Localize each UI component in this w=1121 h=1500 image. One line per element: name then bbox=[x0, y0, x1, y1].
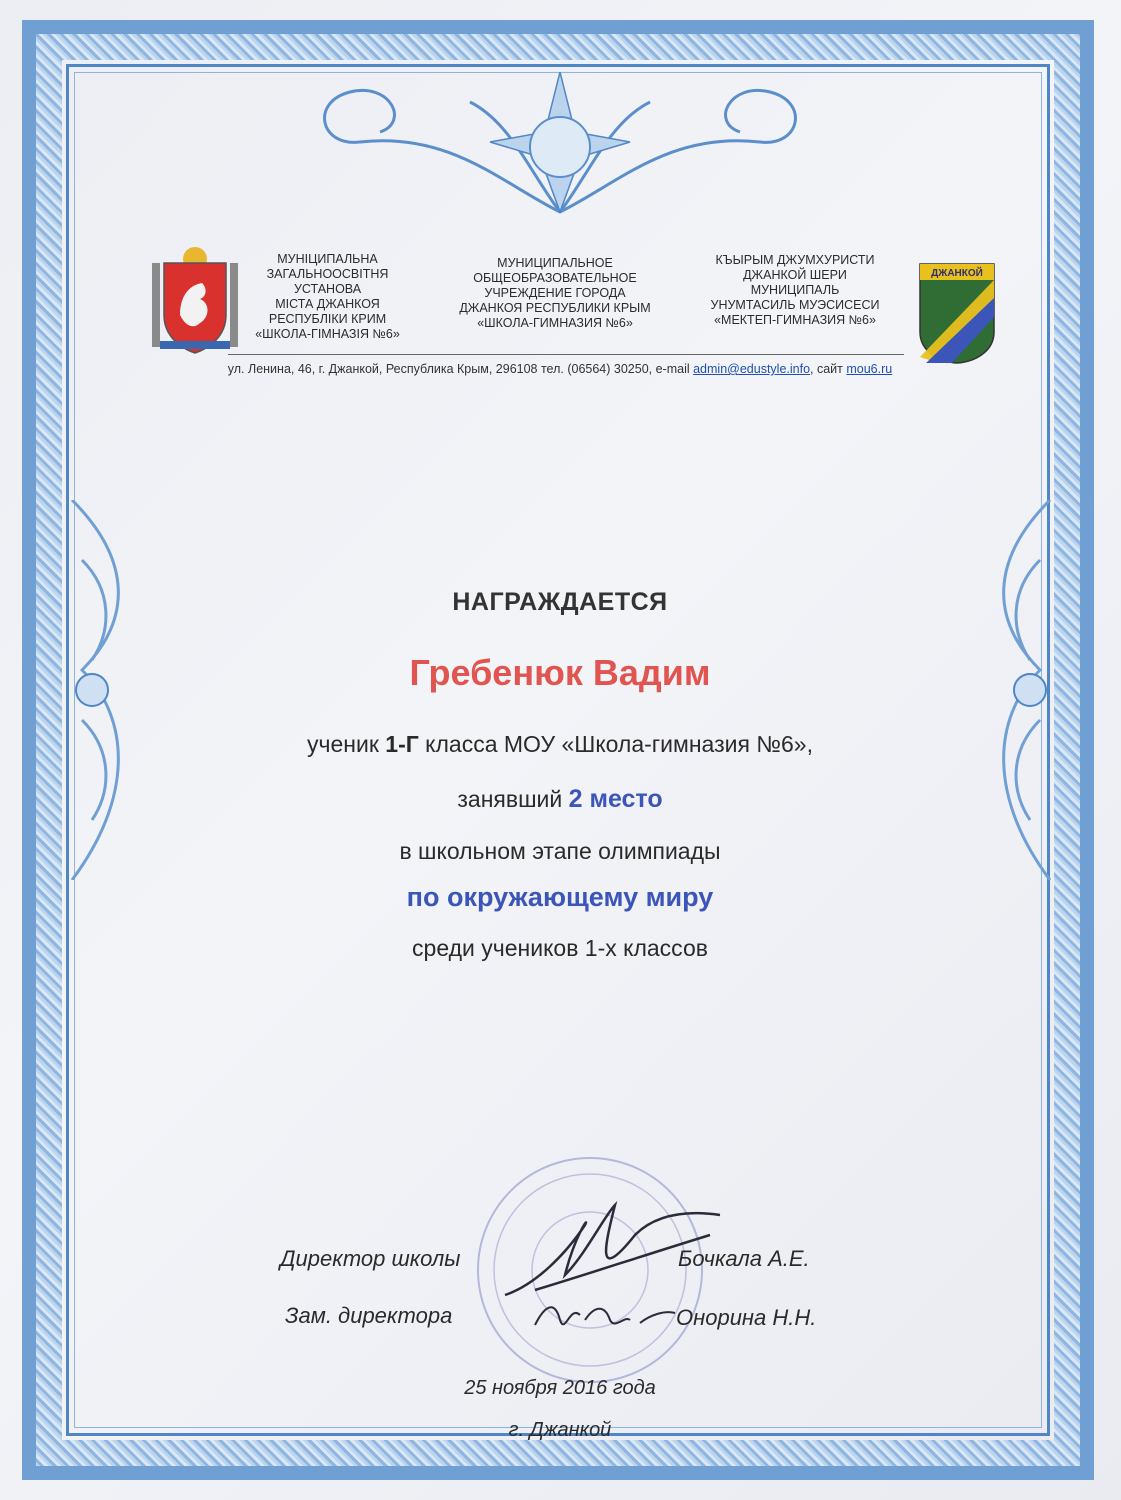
qt-line: КЪЫРЫМ ДЖУМХУРИСТИ bbox=[715, 253, 875, 267]
address-line bbox=[170, 362, 950, 376]
header-ukrainian-name bbox=[240, 252, 415, 342]
place-line bbox=[120, 785, 1000, 814]
qt-line: ДЖАНКОЙ ШЕРИ bbox=[743, 268, 847, 282]
ua-line: «ШКОЛА-ГІМНАЗІЯ №6» bbox=[255, 327, 400, 341]
email-link[interactable]: admin@edustyle.info bbox=[693, 362, 811, 376]
director-name: Бочкала А.Е. bbox=[678, 1246, 810, 1271]
ru-line: ДЖАНКОЯ РЕСПУБЛИКИ КРЫМ bbox=[459, 301, 651, 315]
subject-line: по окружающему миру bbox=[406, 882, 714, 912]
ua-line: ЗАГАЛЬНООСВІТНЯ bbox=[266, 267, 389, 281]
recipient-name: Гребенюк Вадим bbox=[409, 652, 711, 693]
awarded-heading: НАГРАЖДАЕТСЯ bbox=[452, 588, 668, 616]
ru-line: «ШКОЛА-ГИМНАЗИЯ №6» bbox=[477, 316, 633, 330]
ru-line: УЧРЕЖДЕНИЕ ГОРОДА bbox=[484, 286, 626, 300]
student-suffix: класса МОУ «Школа-гимназия №6», bbox=[418, 731, 813, 757]
among-line: среди учеников 1-х классов bbox=[412, 935, 708, 961]
site-link[interactable]: mou6.ru bbox=[846, 362, 893, 376]
header-crimean-tatar-name bbox=[690, 253, 900, 328]
director-title: Директор школы bbox=[280, 1246, 461, 1271]
address-text: ул. Ленина, 46, г. Джанкой, Республика Крым, 296108 тел. (06564) 30250, e-mail bbox=[227, 362, 694, 376]
stage-line: в школьном этапе олимпиады bbox=[399, 838, 721, 864]
site-prefix: , сайт bbox=[810, 362, 847, 376]
place-value: 2 место bbox=[568, 785, 663, 813]
top-ornament bbox=[300, 62, 820, 222]
deputy-title: Зам. директора bbox=[285, 1303, 453, 1328]
issue-date: 25 ноября 2016 года bbox=[464, 1377, 656, 1399]
deputy-signature bbox=[530, 1285, 680, 1345]
issue-city: г. Джанкой bbox=[508, 1419, 612, 1441]
qt-line: МУНИЦИПАЛЬ bbox=[750, 283, 840, 297]
ua-line: РЕСПУБЛІКИ КРИМ bbox=[268, 312, 387, 326]
header-divider bbox=[228, 354, 904, 355]
place-prefix: занявший bbox=[457, 786, 569, 812]
qt-line: УНУМТАСИЛЬ МУЭСИСЕСИ bbox=[710, 298, 880, 312]
crimea-coat-of-arms-icon bbox=[150, 245, 240, 355]
qt-line: «МЕКТЕП-ГИМНАЗИЯ №6» bbox=[714, 313, 876, 327]
emblem-label: ДЖАНКОЙ bbox=[931, 268, 983, 279]
ua-line: УСТАНОВА bbox=[293, 282, 362, 296]
dzhankoy-emblem-icon bbox=[918, 262, 996, 364]
student-prefix: ученик bbox=[307, 731, 386, 757]
ru-line: МУНИЦИПАЛЬНОЕ bbox=[497, 256, 613, 270]
header-russian-name bbox=[440, 256, 670, 331]
ru-line: ОБЩЕОБРАЗОВАТЕЛЬНОЕ bbox=[473, 271, 637, 285]
ua-line: МІСТА ДЖАНКОЯ bbox=[275, 297, 380, 311]
ua-line: МУНІЦИПАЛЬНА bbox=[277, 252, 378, 266]
class-value: 1-Г bbox=[385, 731, 419, 757]
student-line bbox=[120, 731, 1000, 758]
deputy-name: Онорина Н.Н. bbox=[676, 1305, 817, 1330]
